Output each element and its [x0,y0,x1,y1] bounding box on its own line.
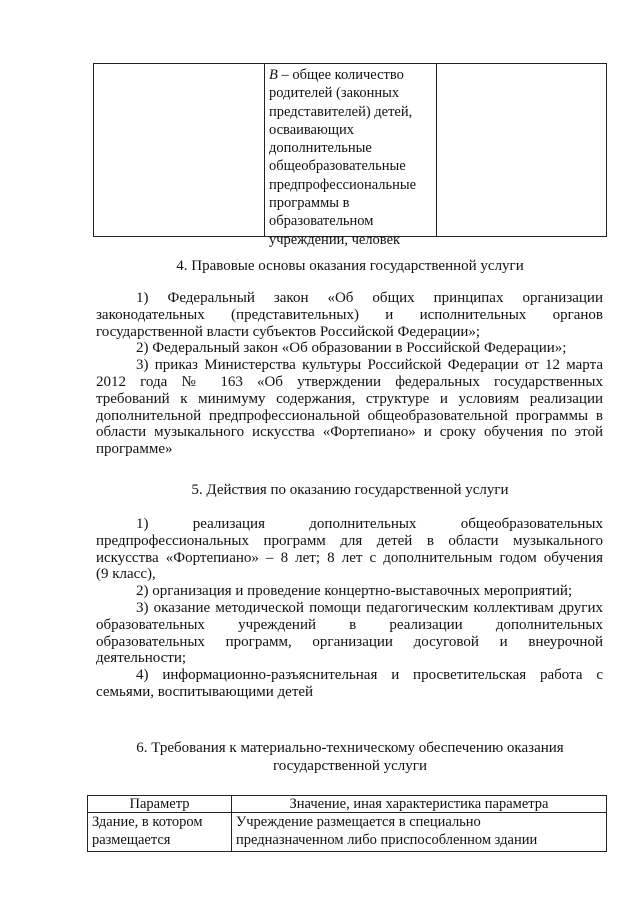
s4-line: 2012 года № 163 «Об утверждении федеральных государственных [96,373,603,390]
s4-line: законодательных (представительных) и исполнительных органов [96,306,603,323]
s5-line: искусства «Фортепиано» – 8 лет; 8 лет с дополнительным годом обучения [96,549,603,566]
cell-line-6: общеобразовательные [269,158,406,175]
table-cell-empty-left [94,64,265,236]
header-parameter: Параметр [88,796,232,812]
cell-line-9: образовательном [269,213,374,230]
s5-line: образовательных учреждений в реализации дополнительных [96,616,603,633]
s4-line: 2) Федеральный закон «Об образовании в Российской Федерации»; [136,340,567,357]
s4-line: программе» [96,441,173,458]
section-4-body [96,290,603,458]
s5-line: деятельности; [96,650,187,667]
s4-line: 1) Федеральный закон «Об общих принципах организации [136,290,603,306]
cell-line-8: программы в [269,195,350,212]
s4-line: требований к минимуму содержания, структуре и условиям реализации [96,390,603,407]
table-cell-empty-right [437,64,606,236]
cell-line-5: дополнительные [269,140,372,157]
section-4-title: 4. Правовые основы оказания государственной услуги [176,258,524,274]
section-5-title: 5. Действия по оказанию государственной услуги [191,482,509,498]
row-value-line: Учреждение размещается в специально [236,814,481,830]
s5-line: 4) информационно-разъяснительная и просветительская работа с [136,667,603,684]
s5-line: семьями, воспитывающими детей [96,683,314,700]
parameters-table [87,795,607,852]
s5-line: 1) реализация дополнительных общеобразовательных [136,516,603,532]
s4-line: дополнительной предпрофессиональной общеобразовательной программы в [96,407,603,424]
s5-line: предпрофессиональных программ для детей в области музыкального [96,532,603,549]
s5-line: (9 класс), [96,566,156,583]
s5-line: 2) организация и проведение концертно-выставочных мероприятий; [136,583,573,600]
cell-line-4: осваивающих [269,121,354,138]
top-table [93,63,607,248]
section-6-title-line-1: 6. Требования к материально-техническому обеспечению оказания [136,740,564,756]
s5-line: 3) оказание методической помощи педагогическим коллективам других [136,599,603,616]
section-6-title-line-2: государственной услуги [273,758,427,774]
table-cell-description [265,64,437,248]
header-value: Значение, иная характеристика параметра [289,796,549,812]
row-value-cell [232,813,606,851]
s5-line: образовательных программ, организации досуговой и внеурочной [96,633,603,650]
row-parameter-line: размещается [92,832,171,848]
variable-b: В [269,67,278,83]
row-value-line: предназначенном либо приспособленном здании [236,832,538,848]
s4-line: области музыкального искусства «Фортепиано» и сроку обучения по этой [96,424,603,441]
cell-line-10: учреждении, человек [269,231,401,248]
cell-line-1 [269,66,432,84]
section-5-body [96,516,603,701]
cell-line-7: предпрофессиональные [269,176,417,193]
row-parameter-cell [88,813,232,851]
s4-line: 3) приказ Министерства культуры Российской Федерации от 12 марта [136,357,603,374]
cell-line-2: родителей (законных [269,85,400,102]
table-header-row [88,796,606,813]
table-row [88,813,606,851]
s4-line: государственной власти субъектов Российской Федерации»; [96,323,481,340]
cell-line-3: представителей) детей, [269,103,413,120]
cell-line-1-text: – общее количество [281,67,404,83]
row-parameter-line: Здание, в котором [92,814,203,830]
